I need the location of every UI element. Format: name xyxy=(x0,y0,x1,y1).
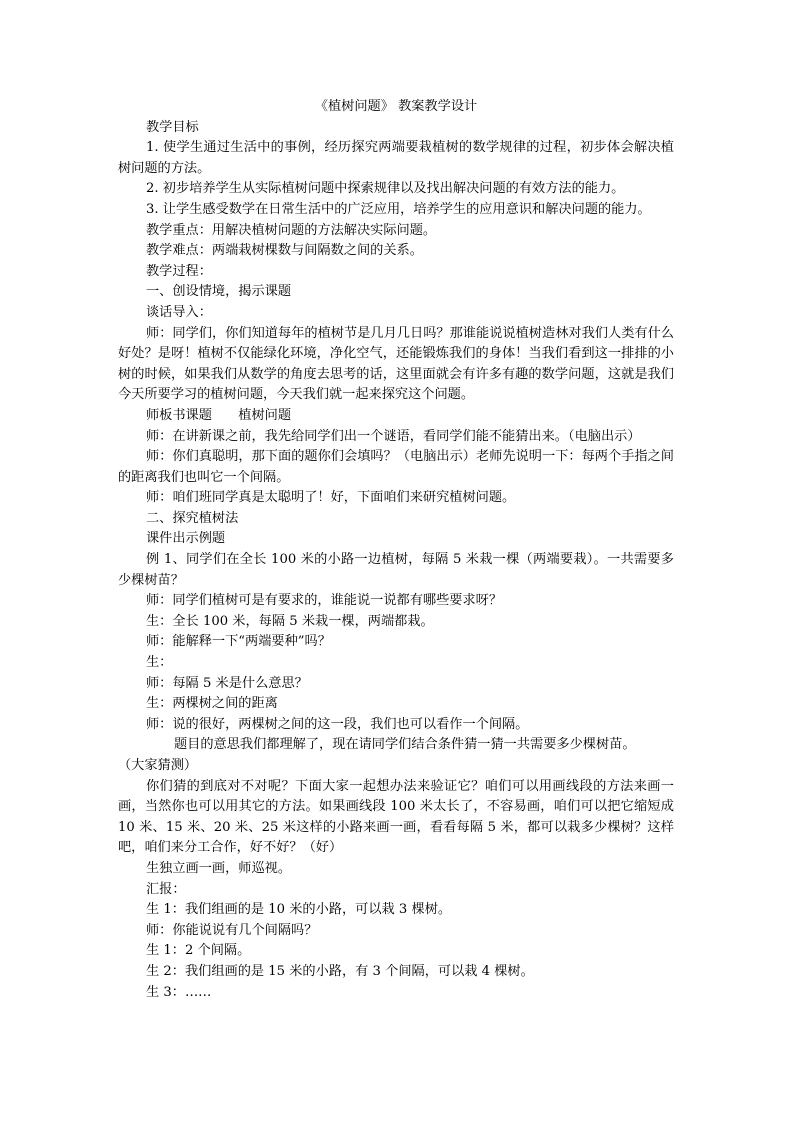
paragraph: 生独立画一画，师巡视。 xyxy=(146,860,292,876)
document-body xyxy=(118,97,674,1003)
paragraph: 你们猜的到底对不对呢？下面大家一起想办法来验证它？咱们可以用画线段的方法来画一画，当然你也可以用其它的方法。如果画线段 100 米太长了，不容易画，咱们可以把它缩短成 10 米、15 米、20 米、25 米这样的小路来画一画，看看每隔 5 米，都可以栽多少棵树？这样吧，咱们来分工合作，好不好？（好） xyxy=(118,778,674,856)
document-title: 《植树问题》 教案教学设计 xyxy=(314,99,478,114)
paragraph: 生 1：2 个间隔。 xyxy=(146,943,251,959)
paragraph: 师：在讲新课之前，我先给同学们出一个谜语，看同学们能不能猜出来。（电脑出示） xyxy=(146,428,641,444)
paragraph: 生： xyxy=(146,655,173,671)
paragraph: 生 2：我们组画的是 15 米的小路，有 3 个间隔，可以栽 4 棵树。 xyxy=(146,963,534,979)
example-1: 例 1、同学们在全长 100 米的小路一边植树，每隔 5 米栽一棵（两端要栽）。一共需要多少棵树苗？ xyxy=(118,552,674,588)
conversation-intro: 谈话导入： xyxy=(146,304,212,320)
paragraph: 师：你能说说有几个间隔吗？ xyxy=(146,922,318,938)
goal-3: 3. 让学生感受数学在日常生活中的广泛应用，培养学生的应用意识和解决问题的能力。 xyxy=(146,201,651,217)
paragraph: 师：咱们班同学真是太聪明了！好，下面咱们来研究植树问题。 xyxy=(146,490,516,506)
paragraph: 课件出示例题 xyxy=(146,531,226,547)
heading-teaching-process: 教学过程： xyxy=(146,263,212,279)
paragraph: （大家猜测） xyxy=(118,758,198,773)
paragraph: 师：每隔 5 米是什么意思？ xyxy=(146,675,308,691)
paragraph: 师：你们真聪明，那下面的题你们会填吗？（电脑出示）老师先说明一下：每两个手指之间的距离我们也叫它一个间隔。 xyxy=(118,449,674,485)
section-1-heading: 一、创设情境，揭示课题 xyxy=(146,284,292,300)
section-2-heading: 二、探究植树法 xyxy=(146,510,239,526)
paragraph: 师：说的很好，两棵树之间的这一段，我们也可以看作一个间隔。 xyxy=(146,716,529,732)
goal-1: 1. 使学生通过生活中的事例，经历探究两端要栽植树的数学规律的过程，初步体会解决植树问题的方法。 xyxy=(118,140,674,176)
teaching-difficulty: 教学难点：两端栽树棵数与间隔数之间的关系。 xyxy=(146,243,423,259)
paragraph: 生：全长 100 米，每隔 5 米栽一棵，两端都栽。 xyxy=(146,613,434,629)
paragraph: 生 3：…… xyxy=(146,984,212,1000)
paragraph: 师：同学们，你们知道每年的植树节是几月几日吗？那谁能说说植树造林对我们人类有什么好处？是呀！植树不仅能绿化环境，净化空气，还能锻炼我们的身体！当我们看到这一排排的小树的时候，如果我们从数学的角度去思考的话，这里面就会有许多有趣的数学问题，这就是我们今天所要学习的植树问题，今天我们就一起来探究这个问题。 xyxy=(118,325,674,403)
paragraph: 生：两棵树之间的距离 xyxy=(146,696,278,712)
paragraph: 题目的意思我们都理解了，现在请同学们结合条件猜一猜一共需要多少棵树苗。 xyxy=(174,737,636,753)
paragraph: 生 1：我们组画的是 10 米的小路，可以栽 3 棵树。 xyxy=(146,902,452,918)
teaching-key-point: 教学重点：用解决植树问题的方法解决实际问题。 xyxy=(146,222,437,238)
heading-teaching-goals: 教学目标 xyxy=(146,119,199,135)
goal-2: 2. 初步培养学生从实际植树问题中探索规律以及找出解决问题的有效方法的能力。 xyxy=(146,181,625,197)
paragraph: 汇报： xyxy=(146,881,186,897)
paragraph: 师：同学们植树可是有要求的，谁能说一说都有哪些要求呀？ xyxy=(146,593,503,609)
paragraph: 师板书课题 植树问题 xyxy=(146,407,292,423)
paragraph: 师：能解释一下“两端要种”吗？ xyxy=(146,634,331,650)
